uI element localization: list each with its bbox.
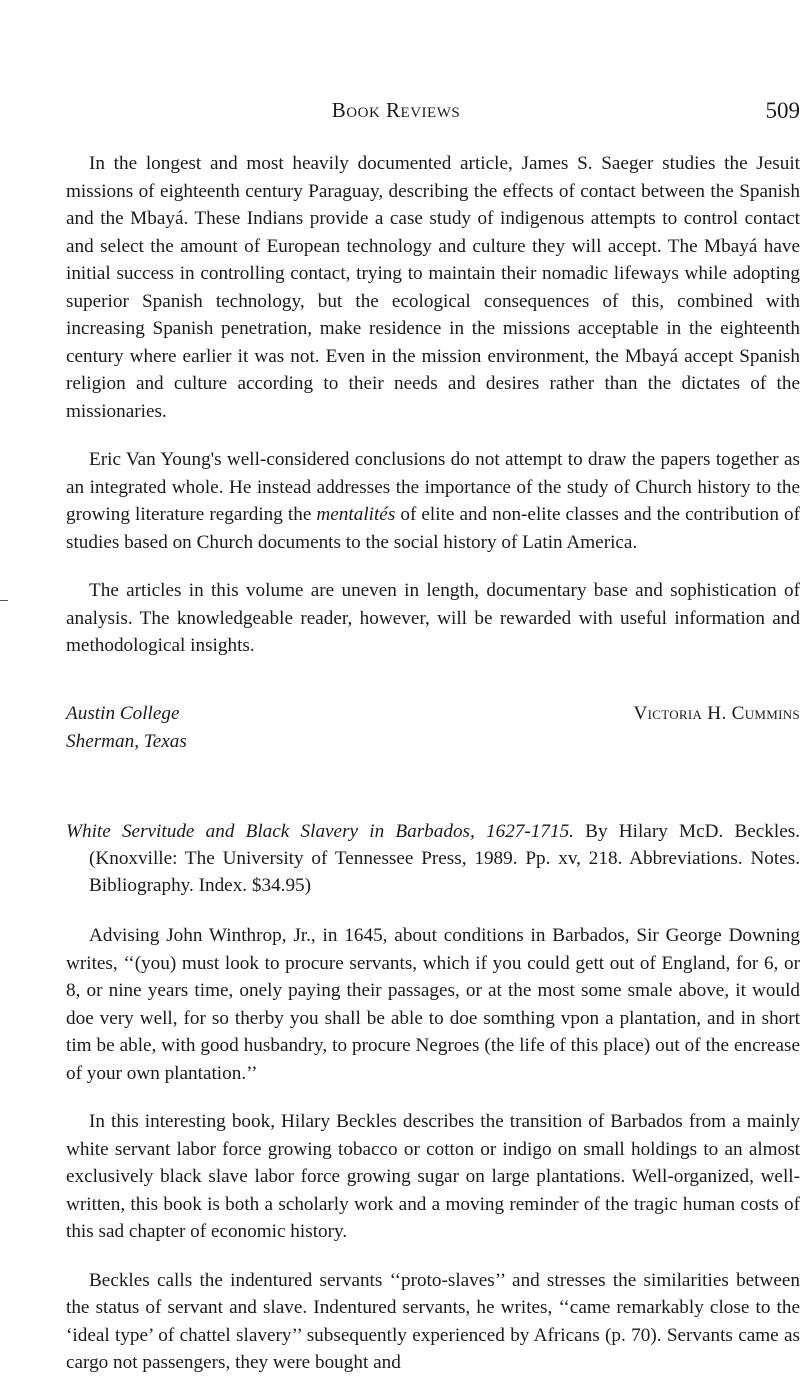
reviewer-name: Victoria H. Cummins bbox=[633, 700, 800, 728]
first-review-body bbox=[66, 150, 800, 681]
review-paragraph-proto-slaves: Beckles calls the indentured servants ‘‘proto-slaves’’ and stresses the similarities between the status of servant and slave. Indentured servants, he writes, ‘‘came remarkably close to the ‘ideal type’ of chattel slavery’’ subsequently experienced by Africans (p. 70). Servants came as cargo not passengers, they were bought and bbox=[66, 1267, 800, 1377]
running-title: Book Reviews bbox=[66, 98, 726, 123]
review-paragraph-van-young bbox=[66, 446, 800, 556]
review-paragraph-downing-quote: Advising John Winthrop, Jr., in 1645, about conditions in Barbados, Sir George Downing writes, ‘‘(you) must look to procure servants, which if you could gett out of England, for 6, or 8, or nine years time, onely paying their passages, or at the most some smale above, it would doe very well, for so therby you shall be able to doe somthing vpon a plantation, and in short tim be able, with good husbandry, to procure Negroes (the life of this place) out of the encrease of your own plantation.’’ bbox=[66, 922, 800, 1087]
review-paragraph-saeger: In the longest and most heavily documented article, James S. Saeger studies the Jesuit missions of eighteenth century Paraguay, describing the effects of contact between the Spanish and the Mbayá. These Indians provide a case study of indigenous attempts to control contact and select the amount of European technology and culture they will accept. The Mbayá have initial success in controlling contact, trying to maintain their nomadic lifeways while adopting superior Spanish technology, but the ecological consequences of this, combined with increasing Spanish penetration, make residence in the missions acceptable in the eighteenth century where earlier it was not. Even in the mission environment, the Mbayá accept Spanish religion and culture according to their needs and desires rather than the dictates of the missionaries. bbox=[66, 150, 800, 425]
book-citation bbox=[66, 818, 800, 899]
page-number: 509 bbox=[766, 98, 800, 124]
italic-term: mentalités bbox=[316, 504, 395, 525]
paragraph-text: Eric Van Young's well-considered conclusions do not attempt to draw the papers together as an integrated whole. He instead addresses the importance of the study of Church history to the growing literature regarding the bbox=[66, 449, 800, 525]
margin-mark bbox=[0, 600, 8, 601]
reviewer-institution: Austin College bbox=[66, 700, 800, 728]
paragraph-text: of elite and non-elite classes and the contribution of studies based on Church documents to the social history of Latin America. bbox=[66, 504, 800, 553]
second-review-body bbox=[66, 922, 800, 1398]
review-paragraph-conclusion: The articles in this volume are uneven in length, documentary base and sophistication of analysis. The knowledgeable reader, however, will be rewarded with useful information and methodological insights. bbox=[66, 577, 800, 660]
review-paragraph-transition: In this interesting book, Hilary Beckles describes the transition of Barbados from a mainly white servant labor force growing tobacco or cotton or indigo on small holdings to an almost exclusively black slave labor force growing sugar on large plantations. Well-organized, well-written, this book is both a scholarly work and a moving reminder of the tragic human costs of this sad chapter of economic history. bbox=[66, 1108, 800, 1246]
reviewer-signature bbox=[66, 700, 800, 755]
reviewer-location: Sherman, Texas bbox=[66, 728, 800, 756]
running-header bbox=[66, 98, 800, 128]
book-title: White Servitude and Black Slavery in Barbados, 1627-1715. bbox=[66, 821, 574, 842]
book-details: By Hilary McD. Beckles. (Knoxville: The University of Tennessee Press, 1989. Pp. xv, 218. Abbreviations. Notes. Bibliography. Index. $34.95) bbox=[89, 821, 800, 896]
